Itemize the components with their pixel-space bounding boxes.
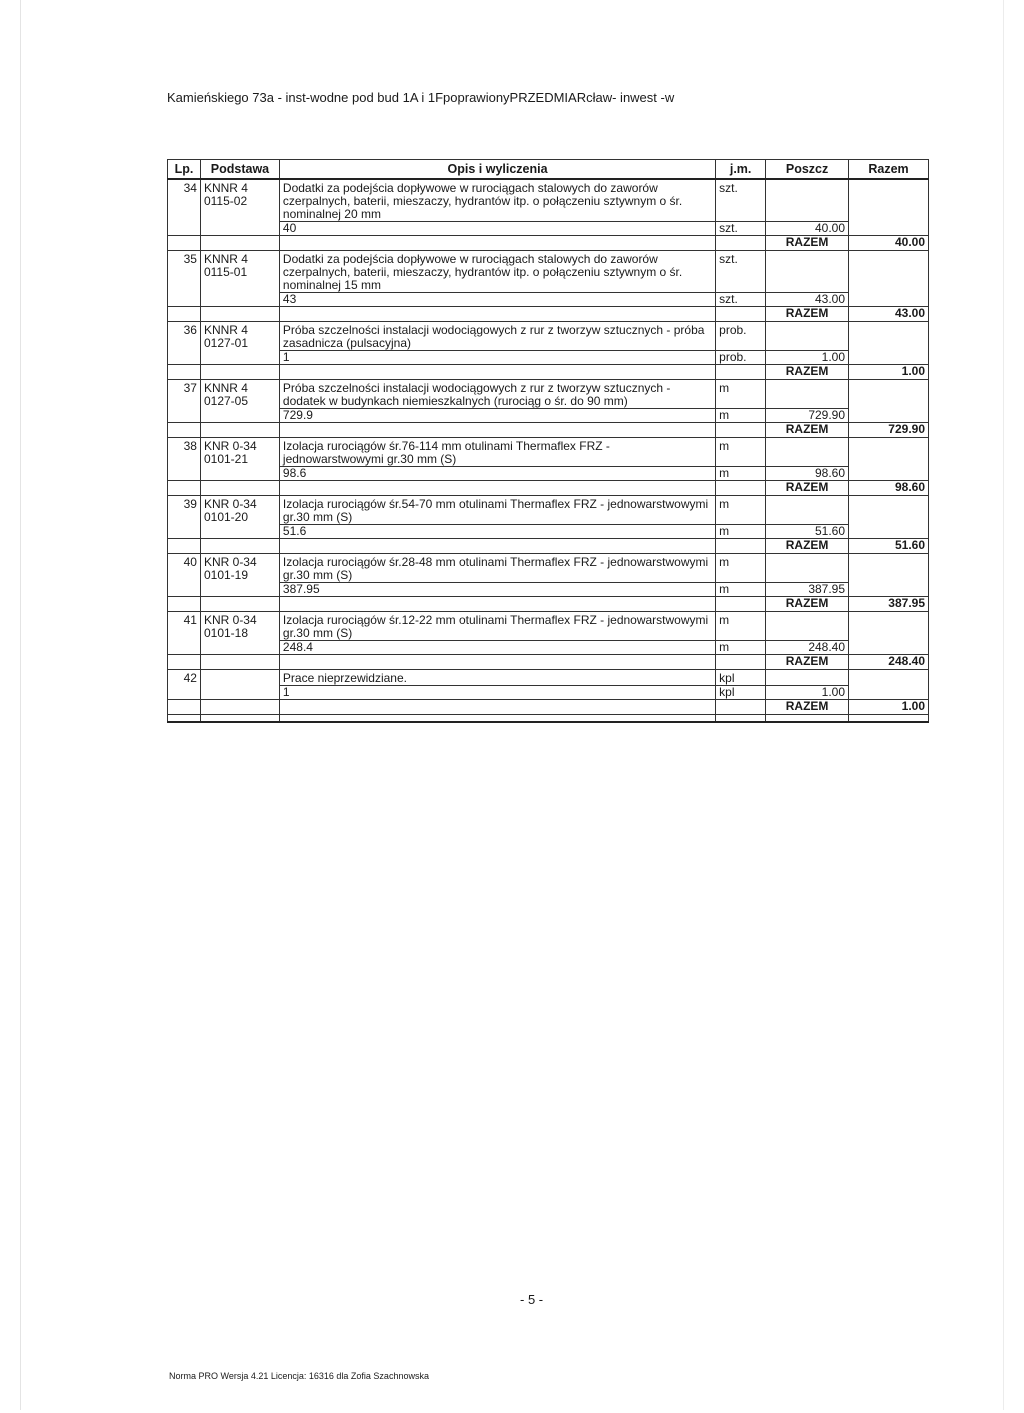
row-podstawa [200,322,279,365]
razem-spacer-jm [716,597,766,612]
razem-total: 98.60 [849,481,929,496]
row-podstawa-position: 0101-19 [203,568,249,582]
razem-spacer-opis [279,700,715,715]
row-podstawa [200,612,279,655]
razem-spacer-opis [279,655,715,670]
row-razem-empty [849,467,929,481]
table-row-razem [168,423,929,438]
table-row-calculation [168,641,929,655]
table-row [168,670,929,686]
razem-spacer-opis [279,307,715,322]
row-razem-empty [849,251,929,293]
table-end-cell [168,715,201,723]
razem-spacer-podstawa [200,539,279,554]
row-description: Próba szczelności instalacji wodociągowych z rur z tworzyw sztucznych - dodatek w budynkach niemieszkalnych (rurociąg o śr. do 90 mm) [279,380,715,409]
row-podstawa [200,251,279,307]
row-podstawa-position: 0127-01 [203,336,249,350]
row-poszcz-empty [766,670,849,686]
row-unit: m [716,380,766,409]
table-row-razem [168,597,929,612]
footer-license: Norma PRO Wersja 4.21 Licencja: 16316 dla Zofia Szachnowska [169,1371,429,1381]
razem-label: RAZEM [766,307,849,322]
row-description: Dodatki za podejścia dopływowe w rurociągach stalowych do zaworów czerpalnych, baterii, mieszaczy, hydrantów itp. o połączeniu sztywnym o śr. nominalnej 20 mm [279,179,715,222]
table-row [168,251,929,293]
table-row-razem [168,700,929,715]
row-description: Próba szczelności instalacji wodociągowych z rur z tworzyw sztucznych - próba zasadnicza (pulsacyjna) [279,322,715,351]
table-row-calculation [168,525,929,539]
razem-total: 387.95 [849,597,929,612]
razem-spacer-podstawa [200,481,279,496]
row-lp: 41 [168,612,201,655]
row-podstawa [200,380,279,423]
row-razem-empty [849,496,929,525]
row-razem-empty [849,554,929,583]
table-row [168,322,929,351]
row-razem-empty [849,179,929,222]
razem-total: 729.90 [849,423,929,438]
row-lp: 42 [168,670,201,700]
razem-spacer-jm [716,307,766,322]
table-row [168,380,929,409]
row-calculation: 1 [279,351,715,365]
row-calc-unit: m [716,409,766,423]
razem-spacer-opis [279,539,715,554]
table-row-calculation [168,686,929,700]
razem-spacer-opis [279,597,715,612]
table-row-razem [168,365,929,380]
row-poszcz: 1.00 [766,686,849,700]
row-calculation: 729.9 [279,409,715,423]
row-podstawa-catalog: KNR 0-34 [203,555,257,569]
table-row [168,179,929,222]
row-poszcz: 729.90 [766,409,849,423]
razem-spacer-lp [168,236,201,251]
row-unit: m [716,496,766,525]
row-podstawa-position: 0115-02 [203,194,248,208]
razem-spacer-podstawa [200,655,279,670]
row-lp: 39 [168,496,201,539]
column-header-lp: Lp. [168,160,201,180]
razem-label: RAZEM [766,423,849,438]
row-podstawa [200,179,279,236]
razem-spacer-lp [168,597,201,612]
row-calculation: 248.4 [279,641,715,655]
razem-label: RAZEM [766,365,849,380]
row-poszcz-empty [766,179,849,222]
row-calculation: 387.95 [279,583,715,597]
razem-spacer-opis [279,423,715,438]
row-podstawa-catalog: KNNR 4 [203,252,248,266]
row-description: Izolacja rurociągów śr.28-48 mm otulinami Thermaflex FRZ - jednowarstwowymi gr.30 mm (S) [279,554,715,583]
razem-spacer-lp [168,307,201,322]
row-razem-empty [849,222,929,236]
razem-spacer-lp [168,700,201,715]
razem-total: 248.40 [849,655,929,670]
razem-spacer-podstawa [200,423,279,438]
document-title: Kamieńskiego 73a - inst-wodne pod bud 1A i 1FpoprawionyPRZEDMIARcław- inwest -w [167,90,675,105]
row-poszcz: 98.60 [766,467,849,481]
table-header-row [168,160,929,180]
row-unit: m [716,554,766,583]
row-podstawa-position: 0101-18 [203,626,249,640]
row-razem-empty [849,583,929,597]
row-razem-empty [849,612,929,641]
row-calc-unit: prob. [716,351,766,365]
razem-spacer-jm [716,700,766,715]
row-calc-unit: m [716,583,766,597]
table-row-calculation [168,222,929,236]
table-end-cell [200,715,279,723]
razem-spacer-podstawa [200,365,279,380]
row-podstawa-catalog: KNNR 4 [203,323,248,337]
row-poszcz: 387.95 [766,583,849,597]
row-podstawa-catalog: KNNR 4 [203,181,248,195]
razem-spacer-lp [168,365,201,380]
razem-total: 1.00 [849,700,929,715]
row-calculation: 40 [279,222,715,236]
row-lp: 40 [168,554,201,597]
row-calculation: 43 [279,293,715,307]
razem-spacer-jm [716,539,766,554]
column-header-razem: Razem [849,160,929,180]
row-unit: m [716,612,766,641]
razem-total: 40.00 [849,236,929,251]
row-razem-empty [849,380,929,409]
row-lp: 36 [168,322,201,365]
row-lp: 37 [168,380,201,423]
row-poszcz: 43.00 [766,293,849,307]
razem-spacer-opis [279,481,715,496]
row-calculation: 51.6 [279,525,715,539]
row-razem-empty [849,409,929,423]
row-poszcz-empty [766,438,849,467]
razem-total: 51.60 [849,539,929,554]
razem-spacer-jm [716,423,766,438]
table-end-row [168,715,929,723]
razem-total: 1.00 [849,365,929,380]
row-podstawa [200,496,279,539]
row-razem-empty [849,351,929,365]
row-unit: prob. [716,322,766,351]
row-razem-empty [849,438,929,467]
razem-spacer-podstawa [200,597,279,612]
row-podstawa-position: 0127-05 [203,394,249,408]
table-row-razem [168,655,929,670]
row-podstawa [200,554,279,597]
table-row-calculation [168,409,929,423]
razem-spacer-lp [168,423,201,438]
page-number: - 5 - [520,1292,544,1307]
row-poszcz-empty [766,251,849,293]
cost-estimate-table [167,159,929,723]
row-poszcz: 248.40 [766,641,849,655]
row-lp: 34 [168,179,201,236]
table-end-cell [849,715,929,723]
row-lp: 35 [168,251,201,307]
table-end-cell [279,715,715,723]
razem-spacer-lp [168,539,201,554]
row-razem-empty [849,641,929,655]
table-row [168,612,929,641]
row-poszcz-empty [766,496,849,525]
column-header-poszcz: Poszcz [766,160,849,180]
row-calc-unit: kpl [716,686,766,700]
table-row-razem [168,539,929,554]
row-description: Izolacja rurociągów śr.12-22 mm otulinami Thermaflex FRZ - jednowarstwowymi gr.30 mm (S) [279,612,715,641]
table-row [168,438,929,467]
razem-spacer-lp [168,481,201,496]
row-razem-empty [849,525,929,539]
table-row-calculation [168,467,929,481]
razem-spacer-jm [716,365,766,380]
row-poszcz-empty [766,322,849,351]
table-row-calculation [168,583,929,597]
row-razem-empty [849,293,929,307]
row-poszcz-empty [766,554,849,583]
row-unit: szt. [716,179,766,222]
razem-spacer-podstawa [200,700,279,715]
row-razem-empty [849,686,929,700]
razem-spacer-podstawa [200,307,279,322]
row-unit: m [716,438,766,467]
row-description: Izolacja rurociągów śr.76-114 mm otulinami Thermaflex FRZ - jednowarstwowymi gr.30 mm (S) [279,438,715,467]
razem-label: RAZEM [766,700,849,715]
razem-spacer-jm [716,481,766,496]
row-podstawa-catalog: KNNR 4 [203,381,248,395]
row-description: Izolacja rurociągów śr.54-70 mm otulinami Thermaflex FRZ - jednowarstwowymi gr.30 mm (S) [279,496,715,525]
row-calculation: 1 [279,686,715,700]
row-unit: szt. [716,251,766,293]
row-description: Dodatki za podejścia dopływowe w rurociągach stalowych do zaworów czerpalnych, baterii, mieszaczy, hydrantów itp. o połączeniu sztywnym o śr. nominalnej 15 mm [279,251,715,293]
row-podstawa-catalog: KNR 0-34 [203,439,257,453]
row-poszcz-empty [766,380,849,409]
row-calc-unit: szt. [716,222,766,236]
table-row-calculation [168,293,929,307]
table-end-cell [716,715,766,723]
column-header-jm: j.m. [716,160,766,180]
table-row-razem [168,307,929,322]
table-end-cell [766,715,849,723]
razem-total: 43.00 [849,307,929,322]
razem-label: RAZEM [766,236,849,251]
row-razem-empty [849,322,929,351]
row-podstawa-catalog: KNR 0-34 [203,613,257,627]
razem-spacer-lp [168,655,201,670]
row-podstawa [200,670,279,700]
razem-label: RAZEM [766,481,849,496]
row-unit: kpl [716,670,766,686]
column-header-opis: Opis i wyliczenia [279,160,715,180]
table-row-razem [168,236,929,251]
row-description: Prace nieprzewidziane. [279,670,715,686]
razem-label: RAZEM [766,539,849,554]
table-row [168,496,929,525]
row-calc-unit: m [716,641,766,655]
table-row-razem [168,481,929,496]
row-poszcz: 51.60 [766,525,849,539]
row-podstawa-position: 0101-21 [203,452,249,466]
row-poszcz: 1.00 [766,351,849,365]
razem-spacer-opis [279,365,715,380]
row-calc-unit: m [716,525,766,539]
row-razem-empty [849,670,929,686]
column-header-podstawa: Podstawa [200,160,279,180]
razem-spacer-jm [716,655,766,670]
table-body [168,179,929,722]
razem-label: RAZEM [766,597,849,612]
row-calculation: 98.6 [279,467,715,481]
razem-label: RAZEM [766,655,849,670]
razem-spacer-opis [279,236,715,251]
table-row [168,554,929,583]
row-calc-unit: m [716,467,766,481]
row-lp: 38 [168,438,201,481]
row-poszcz: 40.00 [766,222,849,236]
row-calc-unit: szt. [716,293,766,307]
row-podstawa-position: 0115-01 [203,265,248,279]
row-podstawa-catalog: KNR 0-34 [203,497,257,511]
table-row-calculation [168,351,929,365]
row-podstawa-position: 0101-20 [203,510,249,524]
row-poszcz-empty [766,612,849,641]
row-podstawa [200,438,279,481]
razem-spacer-podstawa [200,236,279,251]
razem-spacer-jm [716,236,766,251]
